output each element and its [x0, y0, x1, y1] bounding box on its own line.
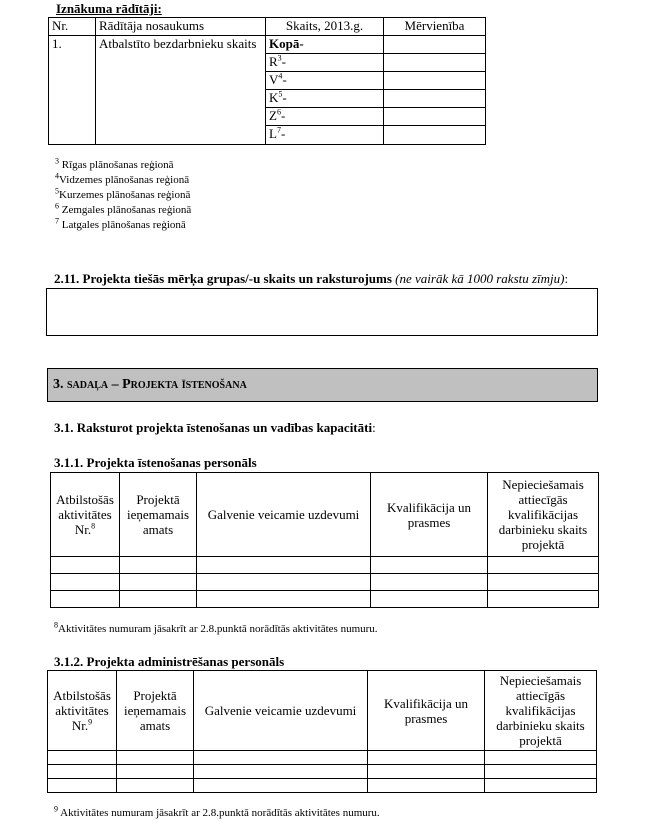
region-cell: $L^7-$ [266, 126, 384, 145]
footnote-item: $^6$ Zemgales plānošanas reģionā [55, 201, 192, 216]
footnote-item: $^3$ Rīgas plānošanas reģionā [55, 156, 174, 171]
footnote-9: $^9$ Aktivitātes numuram jāsakrīt ar 2.8.punktā norādītās aktivitātes numuru. [54, 804, 380, 819]
table-row [48, 779, 597, 793]
footnote-item: $^4$Vidzemes plānošanas reģionā [55, 171, 190, 186]
unit-cell[interactable] [384, 90, 486, 108]
footnote-item: $^7$ Latgales plānošanas reģionā [55, 216, 186, 231]
col-staff-count-header: Nepieciešamais attiecīgās kvalifikācijas darbinieku skaits projektā [488, 473, 599, 557]
region-cell: $R^3-$ [266, 54, 384, 72]
unit-cell[interactable] [384, 126, 486, 145]
table-row [51, 574, 599, 591]
col-position-header: Projektā ieņemamais amats [120, 473, 197, 557]
footnote-8: $^8$Aktivitātes numuram jāsakrīt ar 2.8.punktā norādītās aktivitātes numuru. [54, 620, 378, 635]
section-3-1-1-title: 3.1.1. Projekta īstenošanas personāls [54, 455, 257, 470]
col-name-header: Rādītāja nosaukums [96, 18, 266, 36]
region-cell: $Z^6-$ [266, 108, 384, 126]
total-cell: Kopā- [266, 36, 384, 54]
col-tasks-header: Galvenie veicamie uzdevumi [197, 473, 371, 557]
section-3-1-2-title: 3.1.2. Projekta administrēšanas personāls [54, 654, 285, 669]
col-qualification-header: Kvalifikācija un prasmes [371, 473, 488, 557]
output-indicators-heading: Iznākuma rādītāji: [56, 1, 162, 16]
section-3-1-title: 3.1. Raksturot projekta īstenošanas un vadības kapacitāti: [54, 420, 376, 435]
section-2-11-title: 2.11. Projekta tiešās mērķa grupas/-u skaits un raksturojums (ne vairāk kā 1000 rakstu zīmju): [54, 271, 569, 286]
col-activity-header: Atbilstošās aktivitātes Nr.$^9$ [48, 671, 117, 751]
target-group-textbox[interactable] [46, 288, 598, 336]
col-position-header: Projektā ieņemamais amats [117, 671, 194, 751]
unit-cell[interactable] [384, 54, 486, 72]
region-footnotes [55, 158, 191, 233]
region-cell: $V^4-$ [266, 72, 384, 90]
region-cell: $K^5-$ [266, 90, 384, 108]
table-row [48, 765, 597, 779]
table-row [51, 591, 599, 608]
implementation-staff-table [50, 472, 599, 608]
unit-cell[interactable] [384, 108, 486, 126]
unit-cell[interactable] [384, 36, 486, 54]
col-activity-header: Atbilstošās aktivitātes Nr.$^8$ [51, 473, 120, 557]
col-qualification-header: Kvalifikācija un prasmes [368, 671, 485, 751]
footnote-item: $^5$Kurzemes plānošanas reģionā [55, 186, 191, 201]
section-3-header: 3. sadaļa – Projekta īstenošana [47, 368, 598, 402]
table-row [51, 557, 599, 574]
table-row [48, 751, 597, 765]
col-staff-count-header: Nepieciešamais attiecīgās kvalifikācijas darbinieku skaits projektā [485, 671, 597, 751]
col-tasks-header: Galvenie veicamie uzdevumi [194, 671, 368, 751]
col-unit-header: Mērvienība [384, 18, 486, 36]
col-nr-header: Nr. [49, 18, 96, 36]
administration-staff-table [47, 670, 597, 793]
col-count-header: Skaits, 2013.g. [266, 18, 384, 36]
unit-cell[interactable] [384, 72, 486, 90]
row-name: Atbalstīto bezdarbnieku skaits [96, 36, 266, 145]
output-indicators-table [48, 17, 486, 145]
row-nr: 1. [49, 36, 96, 145]
